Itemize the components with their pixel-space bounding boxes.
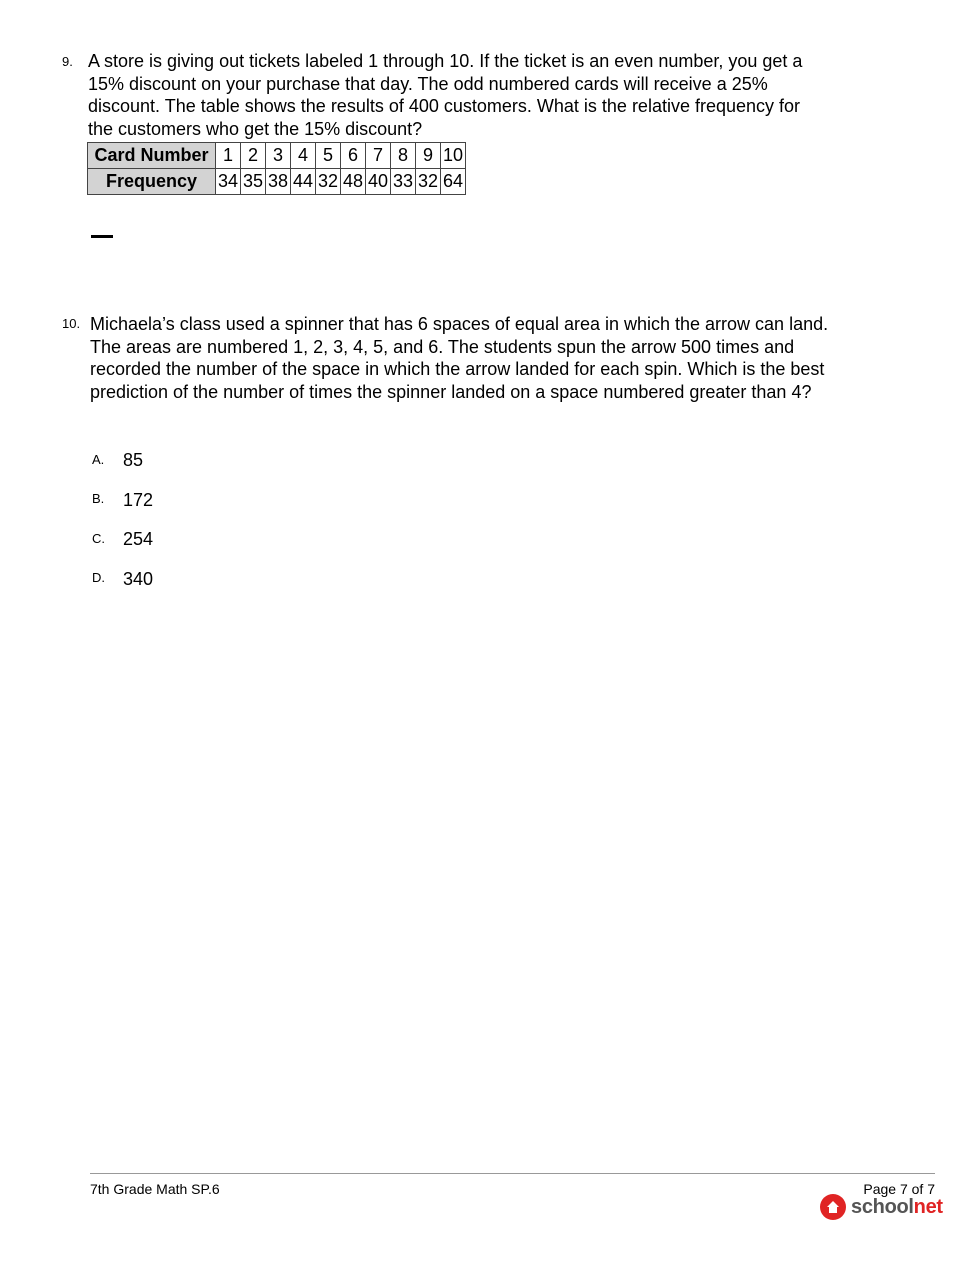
table-row [88,143,466,169]
choice-letter-d: D. [92,570,105,585]
logo-text: schoolnet [851,1195,943,1218]
row-header: Card Number [88,143,216,169]
choice-letter-c: C. [92,531,105,546]
table-cell: 6 [341,143,366,169]
footer-page-number: Page 7 of 7 [863,1181,935,1197]
table-cell: 35 [241,169,266,195]
table-cell: 8 [391,143,416,169]
table-cell: 48 [341,169,366,195]
table-cell: 32 [416,169,441,195]
question-number: 9. [62,54,73,69]
table-cell: 3 [266,143,291,169]
house-icon [820,1194,846,1220]
choice-letter-a: A. [92,452,105,467]
question-text: Michaela’s class used a spinner that has 6 spaces of equal area in which the arrow can land. The areas are numbered 1, 2, 3, 4, 5, and 6. The students spun the arrow 500 times and recorded the number of the space in which the arrow landed for each spin. Which is the best prediction of the number of times the spinner landed on a space numbered greater than 4? [90,314,829,403]
table-cell: 5 [316,143,341,169]
choice-d[interactable]: 340 [123,569,154,589]
choice-letter-b: B. [92,491,105,506]
table-cell: 34 [216,169,241,195]
question-number: 10. [62,316,81,331]
question-text: A store is giving out tickets labeled 1 through 10. If the ticket is an even number, you get a 15% discount on your purchase that day. The odd numbered cards will receive a 25% discount. The table shows the results of 400 customers. What is the relative frequency for the customers who get the 15% discount? [88,51,803,140]
table-cell: 40 [366,169,391,195]
table-cell: 9 [416,143,441,169]
table-cell: 1 [216,143,241,169]
table-cell: 64 [441,169,466,195]
frequency-table [87,142,466,195]
table-cell: 32 [316,169,341,195]
table-cell: 38 [266,169,291,195]
table-cell: 33 [391,169,416,195]
footer-course-title: 7th Grade Math SP.6 [90,1181,220,1197]
table-cell: 2 [241,143,266,169]
table-cell: 44 [291,169,316,195]
table-cell: 10 [441,143,466,169]
choice-b[interactable]: 172 [123,490,154,510]
row-header: Frequency [88,169,216,195]
schoolnet-logo [820,1193,943,1221]
table-cell: 4 [291,143,316,169]
choice-c[interactable]: 254 [123,529,154,549]
table-row [88,169,466,195]
table-cell: 7 [366,143,391,169]
choice-a[interactable]: 85 [123,450,144,470]
answer-blank[interactable] [91,235,113,238]
footer-divider [90,1173,935,1174]
